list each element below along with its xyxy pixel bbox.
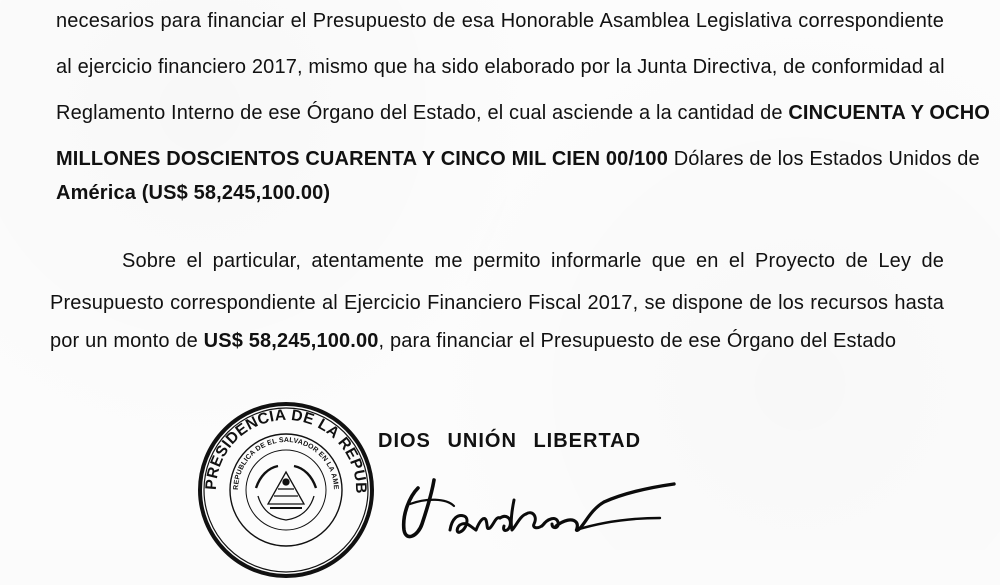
text-segment: , para financiar el Presupuesto de ese Órgano del Estado xyxy=(378,330,897,352)
text-line: Sobre el particular, atentamente me permito informarle que en el Proyecto de Ley de xyxy=(122,250,944,272)
svg-text:PRESIDENCIA DE LA REPUBLICA DE xyxy=(196,400,369,494)
seal-outer-text: PRESIDENCIA DE LA REPUB xyxy=(202,406,370,495)
handwritten-signature-icon xyxy=(392,470,722,550)
amount-in-words-continued: MILLONES DOSCIENTOS CUARENTA Y CINCO MIL CIEN 00/100 xyxy=(56,148,668,170)
text-line: al ejercicio financiero 2017, mismo que ha sido elaborado por la Junta Directiva, de conformidad al xyxy=(56,56,945,78)
text-line: Presupuesto correspondiente al Ejercicio Financiero Fiscal 2017, se dispone de los recursos hasta xyxy=(50,292,944,314)
amount-figure: América (US$ 58,245,100.00) xyxy=(56,182,331,204)
amount-figure: US$ 58,245,100.00 xyxy=(203,330,379,352)
coat-of-arms-seal-icon xyxy=(196,400,376,580)
signature xyxy=(392,470,722,550)
amount-in-words: CINCUENTA Y OCHO xyxy=(788,102,991,124)
text-segment: Dólares de los Estados Unidos de xyxy=(667,148,980,170)
text-segment: por un monto de xyxy=(50,330,204,352)
text-line xyxy=(56,102,991,125)
text-line: necesarios para financiar el Presupuesto de esa Honorable Asamblea Legislativa correspondiente xyxy=(56,10,944,32)
national-motto: DIOS UNIÓN LIBERTAD xyxy=(378,430,642,452)
text-line xyxy=(56,148,980,171)
text-segment: Reglamento Interno de ese Órgano del Estado, el cual asciende a la cantidad de xyxy=(56,102,789,124)
text-line xyxy=(50,330,938,353)
official-seal xyxy=(196,400,376,580)
seal-inner-text: REPUBLICA DE EL SALVADOR EN LA AME xyxy=(232,436,340,491)
